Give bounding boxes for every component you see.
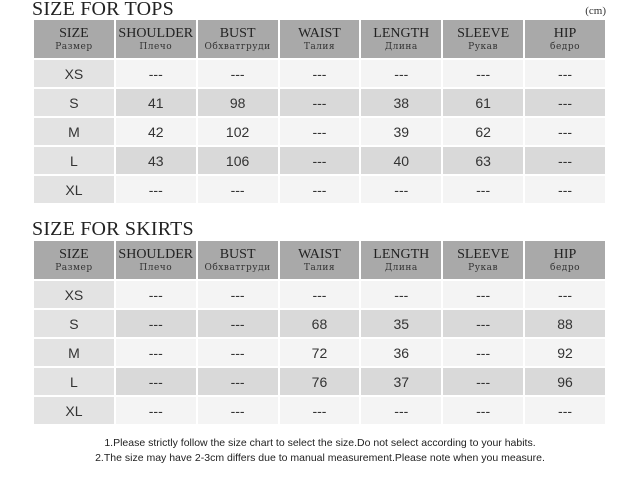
header-label: SLEEVE [457, 246, 510, 262]
table-cell: --- [116, 368, 196, 395]
table-cell: 102 [198, 118, 278, 145]
size-cell: L [34, 368, 114, 395]
header-sublabel: бедро [550, 262, 581, 273]
table-cell: --- [361, 60, 441, 87]
table-row [34, 397, 605, 424]
table-cell: --- [198, 60, 278, 87]
size-cell: XL [34, 176, 114, 203]
table-cell: --- [443, 339, 523, 366]
header-length [361, 20, 441, 58]
size-cell: XS [34, 60, 114, 87]
skirts-section-title: SIZE FOR SKIRTS [32, 218, 194, 240]
table-cell: 62 [443, 118, 523, 145]
table-cell: --- [198, 368, 278, 395]
note-line-1: 1.Please strictly follow the size chart to select the size.Do not select according to your habits. [104, 437, 536, 449]
header-hip [525, 241, 605, 279]
size-cell: M [34, 118, 114, 145]
header-label: LENGTH [373, 246, 430, 262]
table-cell: --- [525, 176, 605, 203]
header-sublabel: Талия [303, 41, 336, 52]
header-bust [198, 20, 278, 58]
header-sublabel: бедро [550, 41, 581, 52]
table-cell: 88 [525, 310, 605, 337]
header-sublabel: Талия [303, 262, 336, 273]
table-cell: 36 [361, 339, 441, 366]
header-size [34, 20, 114, 58]
table-cell: --- [443, 397, 523, 424]
table-cell: --- [443, 368, 523, 395]
header-sublabel: Рукав [468, 41, 499, 52]
table-cell: --- [116, 397, 196, 424]
table-cell: --- [198, 176, 278, 203]
table-row [34, 310, 605, 337]
header-label: SHOULDER [118, 25, 194, 41]
table-cell: --- [198, 339, 278, 366]
header-waist [280, 20, 360, 58]
table-cell: --- [443, 310, 523, 337]
size-cell: S [34, 310, 114, 337]
table-cell: --- [525, 147, 605, 174]
table-cell: 42 [116, 118, 196, 145]
table-cell: --- [525, 60, 605, 87]
table-cell: --- [525, 89, 605, 116]
table-cell: --- [280, 397, 360, 424]
tops-header-row [34, 20, 605, 58]
size-cell: XS [34, 281, 114, 308]
header-label: HIP [553, 246, 577, 262]
size-cell: XL [34, 397, 114, 424]
size-notes [0, 436, 640, 466]
table-cell: --- [280, 60, 360, 87]
table-cell: --- [361, 281, 441, 308]
skirts-size-table [32, 239, 607, 426]
header-sublabel: Длина [384, 41, 418, 52]
header-label: WAIST [298, 25, 341, 41]
header-label: BUST [219, 25, 256, 41]
size-cell: S [34, 89, 114, 116]
table-cell: --- [116, 339, 196, 366]
header-waist [280, 241, 360, 279]
header-sublabel: Плечо [139, 262, 173, 273]
table-cell: --- [280, 147, 360, 174]
header-shoulder [116, 20, 196, 58]
table-cell: --- [361, 397, 441, 424]
header-label: SLEEVE [457, 25, 510, 41]
table-cell: 72 [280, 339, 360, 366]
header-label: SIZE [59, 246, 89, 262]
note-line-2: 2.The size may have 2-3cm differs due to manual measurement.Please note when you measure. [95, 452, 545, 464]
header-label: BUST [219, 246, 256, 262]
table-cell: --- [116, 60, 196, 87]
header-label: HIP [553, 25, 577, 41]
table-row [34, 281, 605, 308]
table-cell: 106 [198, 147, 278, 174]
size-cell: L [34, 147, 114, 174]
table-cell: 43 [116, 147, 196, 174]
table-cell: --- [525, 118, 605, 145]
table-cell: --- [280, 89, 360, 116]
size-cell: M [34, 339, 114, 366]
table-cell: --- [361, 176, 441, 203]
header-sublabel: Рукав [468, 262, 499, 273]
header-sublabel: Размер [55, 41, 93, 52]
table-cell: --- [198, 281, 278, 308]
table-row [34, 368, 605, 395]
tops-section-title: SIZE FOR TOPS [32, 0, 174, 20]
table-cell: --- [116, 281, 196, 308]
header-sublabel: Размер [55, 262, 93, 273]
header-label: SIZE [59, 25, 89, 41]
header-hip [525, 20, 605, 58]
header-bust [198, 241, 278, 279]
table-cell: 38 [361, 89, 441, 116]
table-cell: --- [280, 281, 360, 308]
header-sublabel: Длина [384, 262, 418, 273]
table-cell: 92 [525, 339, 605, 366]
table-cell: 61 [443, 89, 523, 116]
table-cell: 40 [361, 147, 441, 174]
table-cell: 76 [280, 368, 360, 395]
table-cell: --- [443, 281, 523, 308]
header-sleeve [443, 20, 523, 58]
header-label: SHOULDER [118, 246, 194, 262]
table-cell: --- [198, 310, 278, 337]
table-cell: --- [116, 176, 196, 203]
table-cell: 68 [280, 310, 360, 337]
table-cell: 98 [198, 89, 278, 116]
header-sublabel: Обхватгруди [204, 41, 271, 52]
table-row [34, 147, 605, 174]
tops-size-table [32, 18, 607, 205]
table-cell: --- [280, 176, 360, 203]
header-sublabel: Обхватгруди [204, 262, 271, 273]
header-sublabel: Плечо [139, 41, 173, 52]
table-cell: --- [443, 60, 523, 87]
table-row [34, 60, 605, 87]
skirts-header-row [34, 241, 605, 279]
table-cell: --- [443, 176, 523, 203]
header-label: LENGTH [373, 25, 430, 41]
header-size [34, 241, 114, 279]
table-cell: 39 [361, 118, 441, 145]
unit-label: (cm) [585, 5, 606, 17]
table-cell: --- [198, 397, 278, 424]
table-cell: --- [280, 118, 360, 145]
table-cell: 41 [116, 89, 196, 116]
header-shoulder [116, 241, 196, 279]
header-sleeve [443, 241, 523, 279]
table-cell: 35 [361, 310, 441, 337]
table-row [34, 339, 605, 366]
table-row [34, 89, 605, 116]
table-cell: --- [116, 310, 196, 337]
table-row [34, 176, 605, 203]
table-cell: 37 [361, 368, 441, 395]
table-cell: 96 [525, 368, 605, 395]
table-row [34, 118, 605, 145]
header-label: WAIST [298, 246, 341, 262]
table-cell: --- [525, 397, 605, 424]
table-cell: --- [525, 281, 605, 308]
table-cell: 63 [443, 147, 523, 174]
header-length [361, 241, 441, 279]
